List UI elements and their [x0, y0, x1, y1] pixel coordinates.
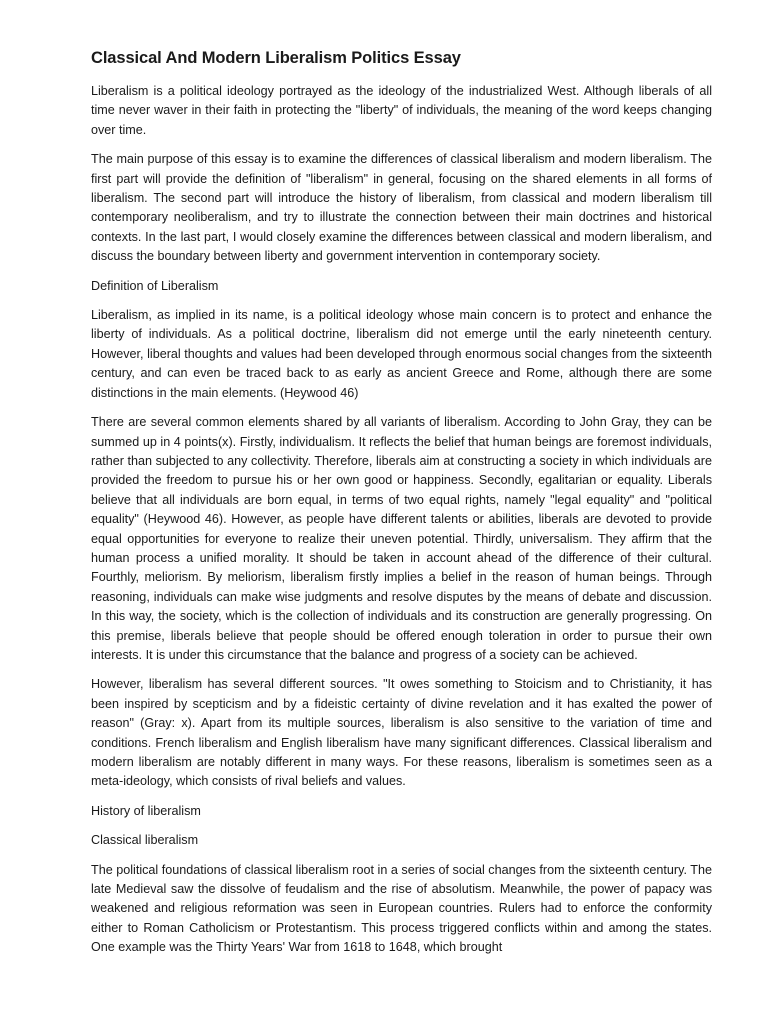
body-paragraph: Liberalism, as implied in its name, is a political ideology whose main concern is to protect and enhance the liberty of individuals. As a political doctrine, liberalism did not emerge until the early nineteenth century. However, liberal thoughts and values had been developed through enormous social changes from the sixteenth century, and can even be traced back to as early as ancient Greece and Rome, although there are some distinctions in the main elements. (Heywood 46): [91, 308, 712, 400]
body-paragraph: The political foundations of classical liberalism root in a series of social changes from the sixteenth century. The late Medieval saw the dissolve of feudalism and the rise of absolutism. Meanwhile, the power of papacy was weakened and religious reformation was seen in European countries. Rulers had to enforce the conformity either to Roman Catholicism or Protestantism. This process triggered conflicts within and among the states. One example was the Thirty Years' War from 1618 to 1648, which brought: [91, 862, 712, 955]
body-paragraph: The main purpose of this essay is to examine the differences of classical liberalism and modern liberalism. The first part will provide the definition of "liberalism" in general, focusing on the shared elements in all forms of liberalism. The second part will introduce the history of liberalism, from classical and modern liberalism till contemporary neoliberalism, and try to illustrate the connection between their main doctrines and historical contexts. In the last part, I would closely examine the differences between classical and modern liberalism, and discuss the boundary between liberty and government intervention in contemporary society.: [91, 152, 712, 264]
document-body: [91, 82, 712, 958]
document-page: [91, 46, 712, 968]
section-heading: History of liberalism: [91, 803, 201, 818]
body-paragraph: There are several common elements shared by all variants of liberalism. According to John Gray, they can be summed up in 4 points(x). Firstly, individualism. It reflects the belief that human beings are foremost individuals, rather than subjected to any collectivity. Therefore, liberals aim at constructing a society in which individuals are provided the freedom to pursue his or her own good or happiness. Secondly, egalitarian or equality. Liberals believe that all individuals are born equal, in terms of two equal rights, namely "legal equality" and "political equality" (Heywood 46). However, as people have different talents or abilities, liberals are devoted to provide equal opportunities for everyone to realize their uneven potential. Thirdly, universalism. They affirm that the human process a unified morality. It should be taken in account ahead of the difference of their cultural. Fourthly, meliorism. By meliorism, liberalism firstly implies a belief in the reason of human beings. Through reasoning, individuals can make wise judgments and resolve disputes by the means of debate and discussion. In this way, the society, which is the collection of individuals and its construction are generally progressing. On this premise, liberals believe that people should be offered enough toleration in order to pursue their own interests. It is under this circumstance that the balance and progress of a society can be achieved.: [91, 415, 712, 662]
body-paragraph: However, liberalism has several different sources. "It owes something to Stoicism and to Christianity, it has been inspired by scepticism and by a fideistic certainty of divine revelation and it has exalted the power of reason" (Gray: x). Apart from its multiple sources, liberalism is also sensitive to the variation of time and conditions. French liberalism and English liberalism have many significant differences. Classical liberalism and modern liberalism are notably different in many ways. For these reasons, liberalism is sometimes seen as a meta-ideology, which consists of rival beliefs and values.: [91, 677, 712, 789]
body-paragraph: Liberalism is a political ideology portrayed as the ideology of the industrialized West. Although liberals of all time never waver in their faith in protecting the "liberty" of individuals, the meaning of the word keeps changing over time.: [91, 84, 712, 137]
section-heading: Definition of Liberalism: [91, 278, 219, 293]
document-title: Classical And Modern Liberalism Politics Essay: [91, 49, 461, 67]
section-heading: Classical liberalism: [91, 833, 199, 848]
